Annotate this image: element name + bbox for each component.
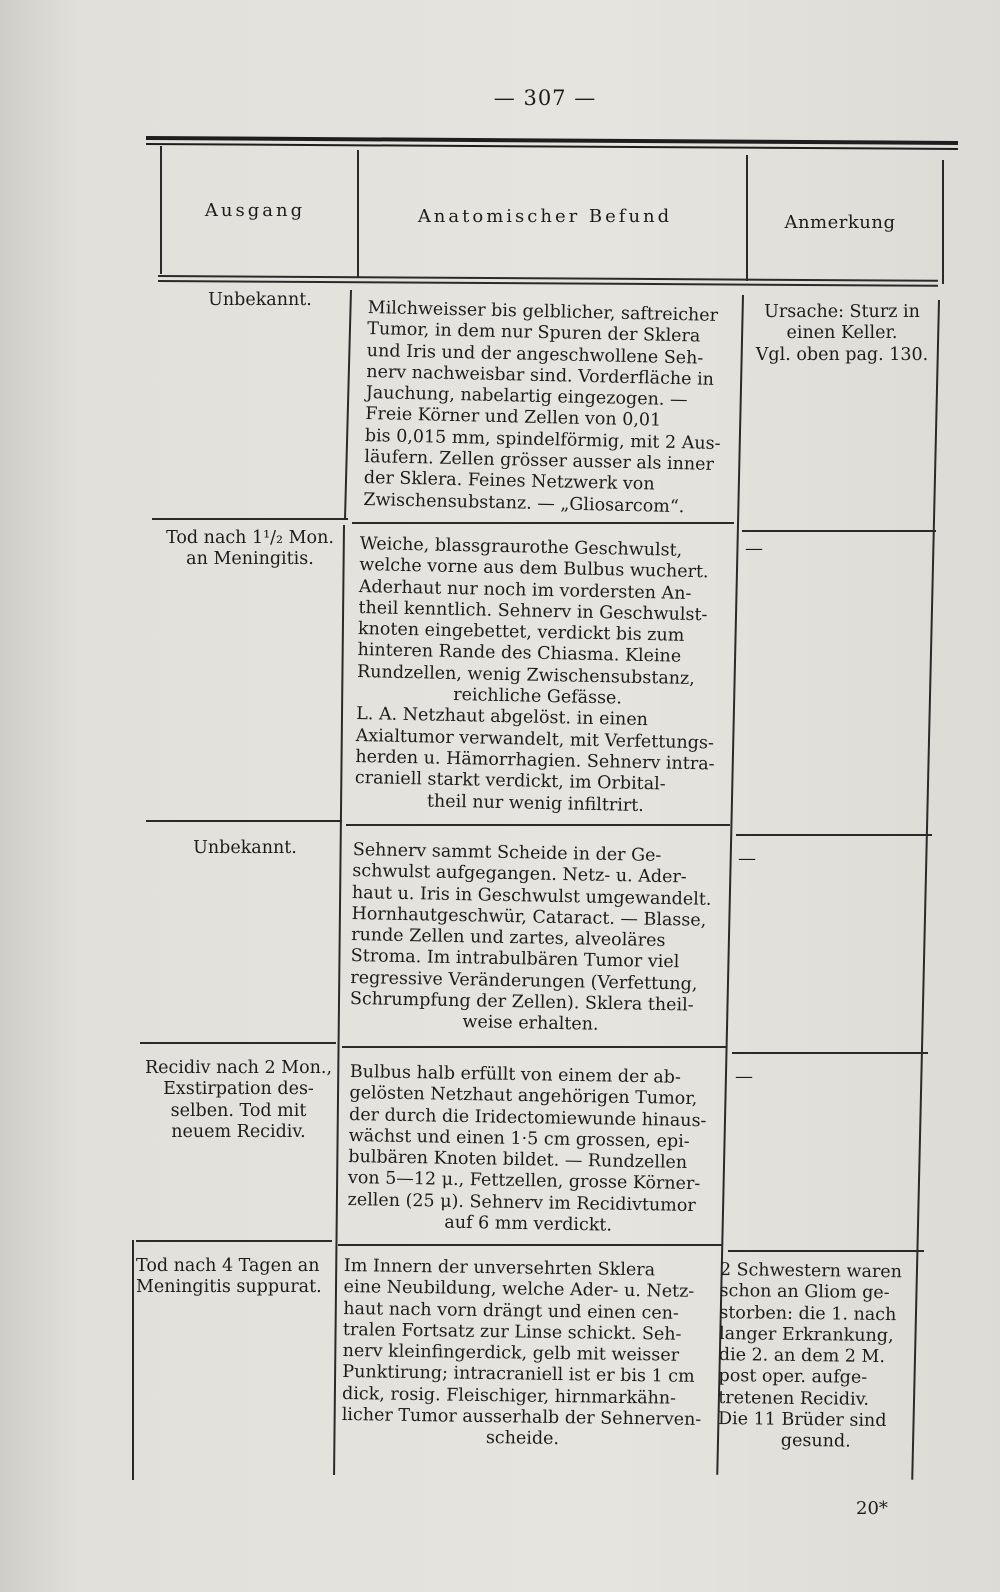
header-remarks: Anmerkung	[784, 212, 896, 233]
findings-line: eine Neubildung, welche Ader- u. Netz-	[343, 1277, 695, 1303]
remarks-dash: —	[735, 1066, 753, 1087]
remarks-cell	[738, 848, 928, 869]
findings-line: Jauchung, nabelartig eingezogen. —	[365, 383, 688, 411]
findings-line: der Sklera. Feines Netzwerk von	[363, 468, 655, 495]
findings-line: regressive Veränderungen (Verfettung,	[350, 967, 698, 995]
findings-line: der durch die Iridectomiewunde hinaus-	[348, 1104, 707, 1131]
findings-line: Tumor, in dem nur Spuren der Sklera	[367, 319, 701, 347]
findings-line: scheide.	[485, 1428, 560, 1450]
findings-line: zellen (25 μ). Sehnerv im Recidivtumor	[347, 1189, 696, 1216]
findings-line: tralen Fortsatz zur Linse schickt. Seh-	[342, 1319, 682, 1345]
findings-line: bis 0,015 mm, spindelförmig, mit 2 Aus-	[364, 425, 721, 454]
findings-line: schwulst aufgegangen. Netz- u. Ader-	[352, 861, 687, 888]
remarks-dash: —	[738, 848, 756, 869]
header-anatomical-findings: Anatomischer Befund	[417, 206, 673, 227]
outcome-text: Unbekannt.	[193, 838, 297, 858]
remarks-line: tretenen Recidiv.	[718, 1387, 870, 1410]
header-outcome: Ausgang	[204, 200, 306, 221]
remarks-line: Vgl. oben pag. 130.	[755, 344, 929, 365]
signature-mark: 20*	[856, 1498, 888, 1519]
findings-cell	[363, 298, 730, 519]
column-divider	[160, 146, 162, 274]
findings-cell	[341, 1256, 706, 1453]
findings-cell	[354, 534, 722, 818]
remarks-line: Ursache: Sturz in	[764, 302, 920, 322]
row-separator	[352, 522, 734, 524]
remarks-line: post oper. aufge-	[718, 1366, 868, 1389]
remarks-line: storben: die 1. nach	[719, 1302, 897, 1325]
findings-line: weise erhalten.	[462, 1012, 599, 1036]
column-divider	[132, 1240, 134, 1480]
outcome-line: Tod nach 1¹/₂ Mon.	[166, 528, 334, 548]
findings-line: L. A. Netzhaut abgelöst. in einen	[356, 704, 649, 731]
findings-line: theil nur wenig infiltrirt.	[426, 791, 645, 816]
remarks-line: Die 11 Brüder sind	[717, 1409, 887, 1432]
column-divider	[344, 290, 352, 520]
findings-line: theil kenntlich. Sehnerv in Geschwulst-	[358, 597, 708, 626]
findings-line: Im Innern der unversehrten Sklera	[343, 1256, 656, 1281]
findings-line: Zwischensubstanz. — „Gliosarcom“.	[363, 489, 685, 517]
outcome-cell	[150, 528, 350, 571]
findings-line: craniell starkt verdickt, im Orbital-	[354, 768, 666, 795]
remarks-line: einen Keller.	[786, 323, 898, 344]
findings-line: auf 6 mm verdickt.	[444, 1212, 613, 1236]
findings-line: von 5—12 μ., Fettzellen, grosse Körner-	[347, 1168, 701, 1195]
remarks-line: langer Erkrankung,	[718, 1323, 894, 1347]
findings-cell	[347, 1062, 712, 1239]
findings-line: herden u. Hämorrhagien. Sehnerv intra-	[355, 746, 715, 775]
remarks-dash: —	[745, 538, 763, 559]
row-separator	[736, 834, 932, 836]
row-separator	[742, 530, 936, 532]
outcome-line: selben. Tod mit	[170, 1100, 307, 1121]
findings-line: runde Zellen und zartes, alveoläres	[350, 925, 666, 952]
row-separator	[338, 1244, 722, 1246]
findings-line: Sehnerv sammt Scheide in der Ge-	[352, 840, 662, 866]
findings-line: Milchweisser bis gelblicher, saftreicher	[367, 298, 719, 326]
row-separator	[152, 518, 348, 520]
outcome-text: Unbekannt.	[208, 290, 312, 310]
findings-line: Weiche, blassgraurothe Geschwulst,	[359, 534, 683, 561]
remarks-line: 2 Schwestern waren	[719, 1260, 903, 1283]
row-separator	[342, 1046, 726, 1048]
outcome-line: Meningitis suppurat.	[136, 1277, 322, 1298]
findings-line: Freie Körner und Zellen von 0,01	[365, 404, 662, 432]
remarks-line: die 2. an dem 2 M.	[718, 1345, 886, 1368]
findings-line: wächst und einen 1·5 cm grossen, epi-	[348, 1125, 690, 1152]
remarks-cell	[718, 1260, 916, 1454]
column-divider	[942, 160, 944, 284]
row-separator	[732, 1052, 928, 1054]
findings-line: nerv kleinfingerdick, gelb mit weisser	[342, 1341, 680, 1366]
outcome-line: Tod nach 4 Tagen an	[136, 1256, 320, 1276]
findings-line: hinteren Rande des Chiasma. Kleine	[357, 640, 682, 668]
findings-line: nerv nachweisbar sind. Vorderfläche in	[366, 361, 715, 390]
row-separator	[146, 820, 342, 822]
findings-line: Axialtumor verwandelt, mit Verfettungs-	[355, 725, 715, 754]
remarks-cell	[748, 302, 936, 366]
findings-line: Rundzellen, wenig Zwischensubstanz,	[356, 661, 696, 689]
findings-cell	[349, 840, 715, 1039]
row-separator	[140, 1042, 336, 1044]
findings-line: licher Tumor ausserhalb der Sehnerven-	[341, 1405, 702, 1431]
outcome-line: neuem Recidiv.	[171, 1121, 306, 1142]
findings-line: und Iris und der angeschwollene Seh-	[366, 340, 704, 369]
page-number: — 307 —	[493, 86, 597, 110]
findings-line: Aderhaut nur noch im vordersten An-	[358, 576, 692, 604]
findings-line: haut nach vorn drängt und einen cen-	[343, 1298, 680, 1324]
outcome-cell	[145, 838, 345, 859]
row-separator	[136, 1240, 332, 1242]
row-separator	[346, 824, 730, 826]
findings-line: Schrumpfung der Zellen). Sklera theil-	[349, 989, 694, 1016]
findings-line: Hornhautgeschwür, Cataract. — Blasse,	[351, 903, 707, 931]
findings-line: knoten eingebettet, verdickt bis zum	[357, 619, 685, 646]
findings-line: läufern. Zellen grösser ausser als inner	[364, 447, 715, 475]
findings-line: gelösten Netzhaut angehörigen Tumor,	[349, 1083, 698, 1110]
findings-line: Bulbus halb erfüllt von einem der ab-	[349, 1062, 682, 1088]
findings-line: welche vorne aus dem Bulbus wuchert.	[359, 555, 709, 583]
findings-line: Punktirung; intracraniell ist er bis 1 cm	[342, 1362, 695, 1388]
remarks-cell	[735, 1066, 925, 1087]
findings-line: bulbären Knoten bildet. — Rundzellen	[348, 1147, 688, 1174]
column-divider	[746, 155, 748, 281]
findings-line: dick, rosig. Fleischiger, hirnmarkähn-	[341, 1383, 677, 1409]
outcome-line: Recidiv nach 2 Mon.,	[144, 1058, 333, 1078]
findings-line: reichliche Gefässe.	[453, 685, 623, 709]
remarks-line: schon an Gliom ge-	[719, 1281, 890, 1304]
outcome-line: an Meningitis.	[186, 549, 314, 570]
remarks-cell	[745, 538, 935, 559]
row-separator	[728, 1250, 924, 1252]
column-divider	[357, 150, 359, 278]
remarks-line: gesund.	[780, 1431, 851, 1452]
outcome-cell	[136, 1058, 341, 1143]
outcome-line: Exstirpation des-	[163, 1079, 314, 1100]
outcome-cell	[170, 290, 350, 311]
findings-line: Stroma. Im intrabulbären Tumor viel	[350, 946, 680, 973]
outcome-cell	[136, 1256, 341, 1299]
findings-line: haut u. Iris in Geschwulst umgewandelt.	[351, 882, 712, 910]
